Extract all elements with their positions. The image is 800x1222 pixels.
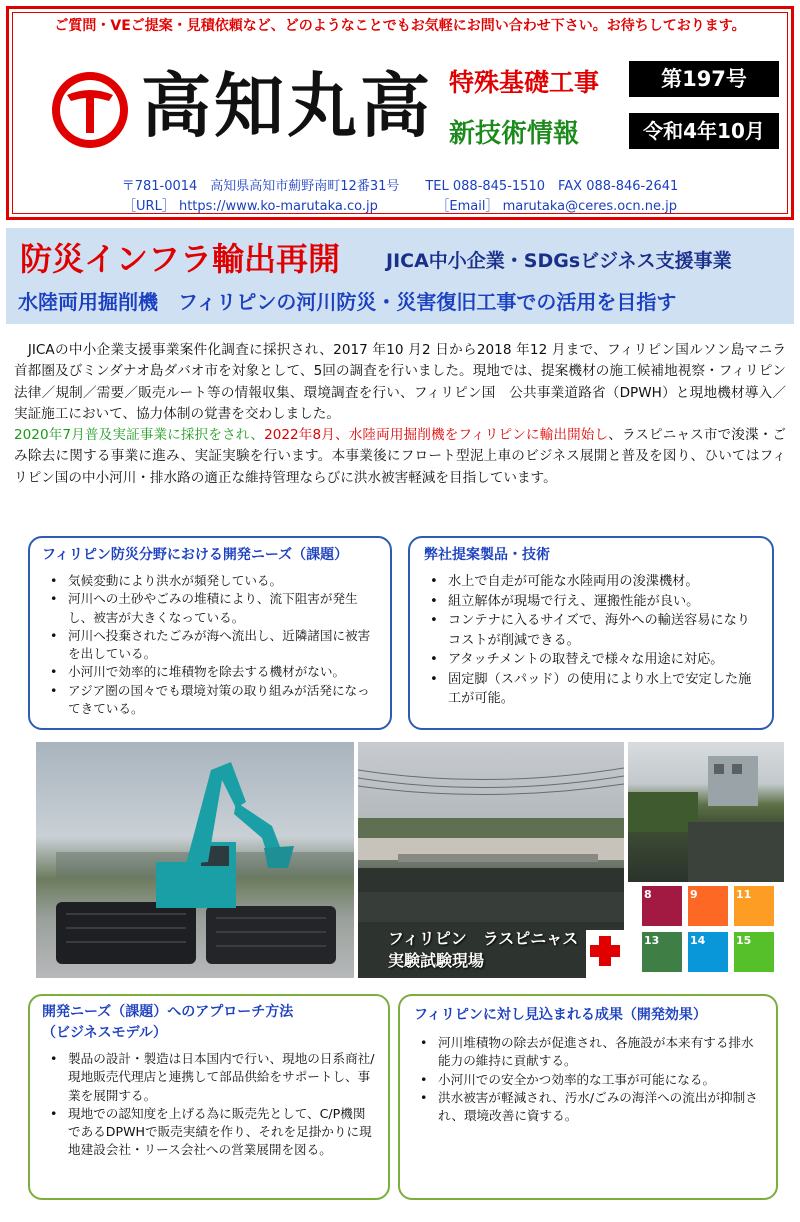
sdg-14-icon: 14 [688, 932, 728, 972]
headline-title: 防災インフラ輸出再開 [20, 240, 341, 278]
needs-title: フィリピン防災分野における開発ニーズ（課題） [42, 547, 349, 563]
sdg-13-icon: 13 [642, 932, 682, 972]
company-name: 高知丸高 [141, 64, 433, 147]
list-item: • 組立解体が現場で行え、運搬性能が良い。 [424, 592, 760, 612]
sdg-11-icon: 11 [734, 886, 774, 926]
list-item: • アタッチメントの取替えで様々な用途に対応。 [424, 650, 760, 670]
approach-box [28, 994, 390, 1200]
company-address: 〒781-0014 高知県高知市薊野南町12番31号 TEL 088-845-1510 FAX 088-846-2641 [121, 179, 679, 194]
list-item: • 河川へ投棄されたごみが海へ流出し、近隣諸国に被害を出している。 [44, 627, 378, 664]
masthead [6, 6, 794, 220]
sdg-9-icon: 9 [688, 886, 728, 926]
company-logo-icon [49, 69, 131, 151]
list-item: • 河川への土砂やごみの堆積により、流下阻害が発生し、被害が大きくなっている。 [44, 590, 378, 627]
intro-text-2: 、ラスピニャス市で浚渫・ごみ除去に関する事業に進み、実証実験を行います。本事業後にフロート型泥上車のビジネス展開と普及を図り、ひいてはフィリピン国の中小河川・排水路の適正な維持管理ならびに洪水被害軽減を目指しています。 [14, 427, 787, 486]
headline-subtitle: 水陸両用掘削機 フィリピンの河川防災・災害復旧工事での活用を目指す [18, 290, 677, 314]
approach-list [44, 1050, 376, 1160]
tagline: ご質問・VEご提案・見積依頼など、どのようなことでもお気軽にお問い合わせ下さい。お待ちしております。 [54, 18, 746, 34]
approach-title: 開発ニーズ（課題）へのアプローチ方法 （ビジネスモデル） [42, 1004, 294, 1041]
list-item: • 水上で自走が可能な水陸両用の浚渫機材。 [424, 572, 760, 592]
headline-program: JICA中小企業・SDGsビジネス支援事業 [386, 250, 732, 272]
results-box [398, 994, 778, 1200]
sdg-goals-panel [628, 884, 784, 978]
needs-list [44, 572, 378, 718]
red-cross-horizontal [590, 945, 620, 957]
sdg-8-icon: 8 [642, 886, 682, 926]
list-item: • アジア圏の国々でも環境対策の取り組みが活発になってきている。 [44, 682, 378, 719]
canal-buildings-image [628, 742, 784, 882]
results-title: フィリピンに対し見込まれる成果（開発効果） [414, 1007, 707, 1023]
list-item: • 河川堆積物の除去が促進され、各施設が本来有する排水能力の維持に貢献する。 [414, 1034, 764, 1071]
list-item: • 洪水被害が軽減され、汚水/ごみの海洋への流出が抑制され、環境改善に資する。 [414, 1089, 764, 1126]
sdg-15-icon: 15 [734, 932, 774, 972]
list-item: • 製品の設計・製造は日本国内で行い、現地の日系商社/現地販売代理店と連携して部品供給をサポートし、事業を展開する。 [44, 1050, 376, 1105]
red-cross-logo [586, 930, 624, 978]
list-item: • コンテナに入るサイズで、海外への輸送容易になりコストが削減できる。 [424, 611, 760, 650]
intro-red-text: 2022年8月、水陸両用掘削機をフィリピンに輸出開始し [264, 427, 609, 444]
list-item: • 固定脚（スパッド）の使用により水上で安定した施工が可能。 [424, 670, 760, 709]
list-item: • 現地での認知度を上げる為に販売先として、C/P機関であるDPWHで販売実績を作り、それを足掛かりに現地建設会社・リース会社への営業展開を図る。 [44, 1105, 376, 1160]
needs-box [28, 536, 392, 730]
intro-green-text: 2020年7月普及実証事業に採択をされ、 [14, 427, 265, 444]
excavator-photo [36, 742, 354, 978]
company-web-contact: ［URL］ https://www.ko-marutaka.co.jp ［Email］ marutaka@ceres.ocn.ne.jp [123, 199, 677, 214]
issue-date: 令和4年10月 [629, 113, 779, 149]
list-item: • 小河川での安全かつ効率的な工事が可能になる。 [414, 1071, 764, 1089]
issue-number: 第197号 [629, 61, 779, 97]
amphibious-excavator-image [36, 742, 354, 978]
intro-paragraph [14, 340, 786, 489]
results-list [414, 1034, 764, 1125]
newsletter-title: 新技術情報 [449, 119, 580, 149]
list-item: • 気候変動により洪水が頻発している。 [44, 572, 378, 590]
intro-text-1: JICAの中小企業支援事業案件化調査に採択され、2017 年10 月2 日から2018 年12 月まで、フィリピン国ルソン島マニラ首都圏及びミンダナオ島ダバオ市を対象として、5回の調査を行いました。現地では、提案機材の施工候補地視察・フィリピン法律／規制／需要／販売ルート等の情報収集、環境調査を行い、フィリピン国 公共事業道路省（DPWH）と現地機材導入／実証施工において、協力体制の覚書を交わしました。 [14, 342, 786, 422]
products-box [408, 536, 774, 730]
list-item: • 小河川で効率的に堆積物を除去する機材がない。 [44, 663, 378, 681]
headline-banner [6, 228, 794, 324]
products-list [424, 572, 760, 709]
products-title: 弊社提案製品・技術 [424, 547, 550, 563]
photo-caption: フィリピン ラスピニャス 実験試験現場 [388, 929, 579, 970]
canal-photo [628, 742, 784, 882]
river-site-photo [358, 742, 624, 978]
category-title: 特殊基礎工事 [449, 68, 600, 97]
